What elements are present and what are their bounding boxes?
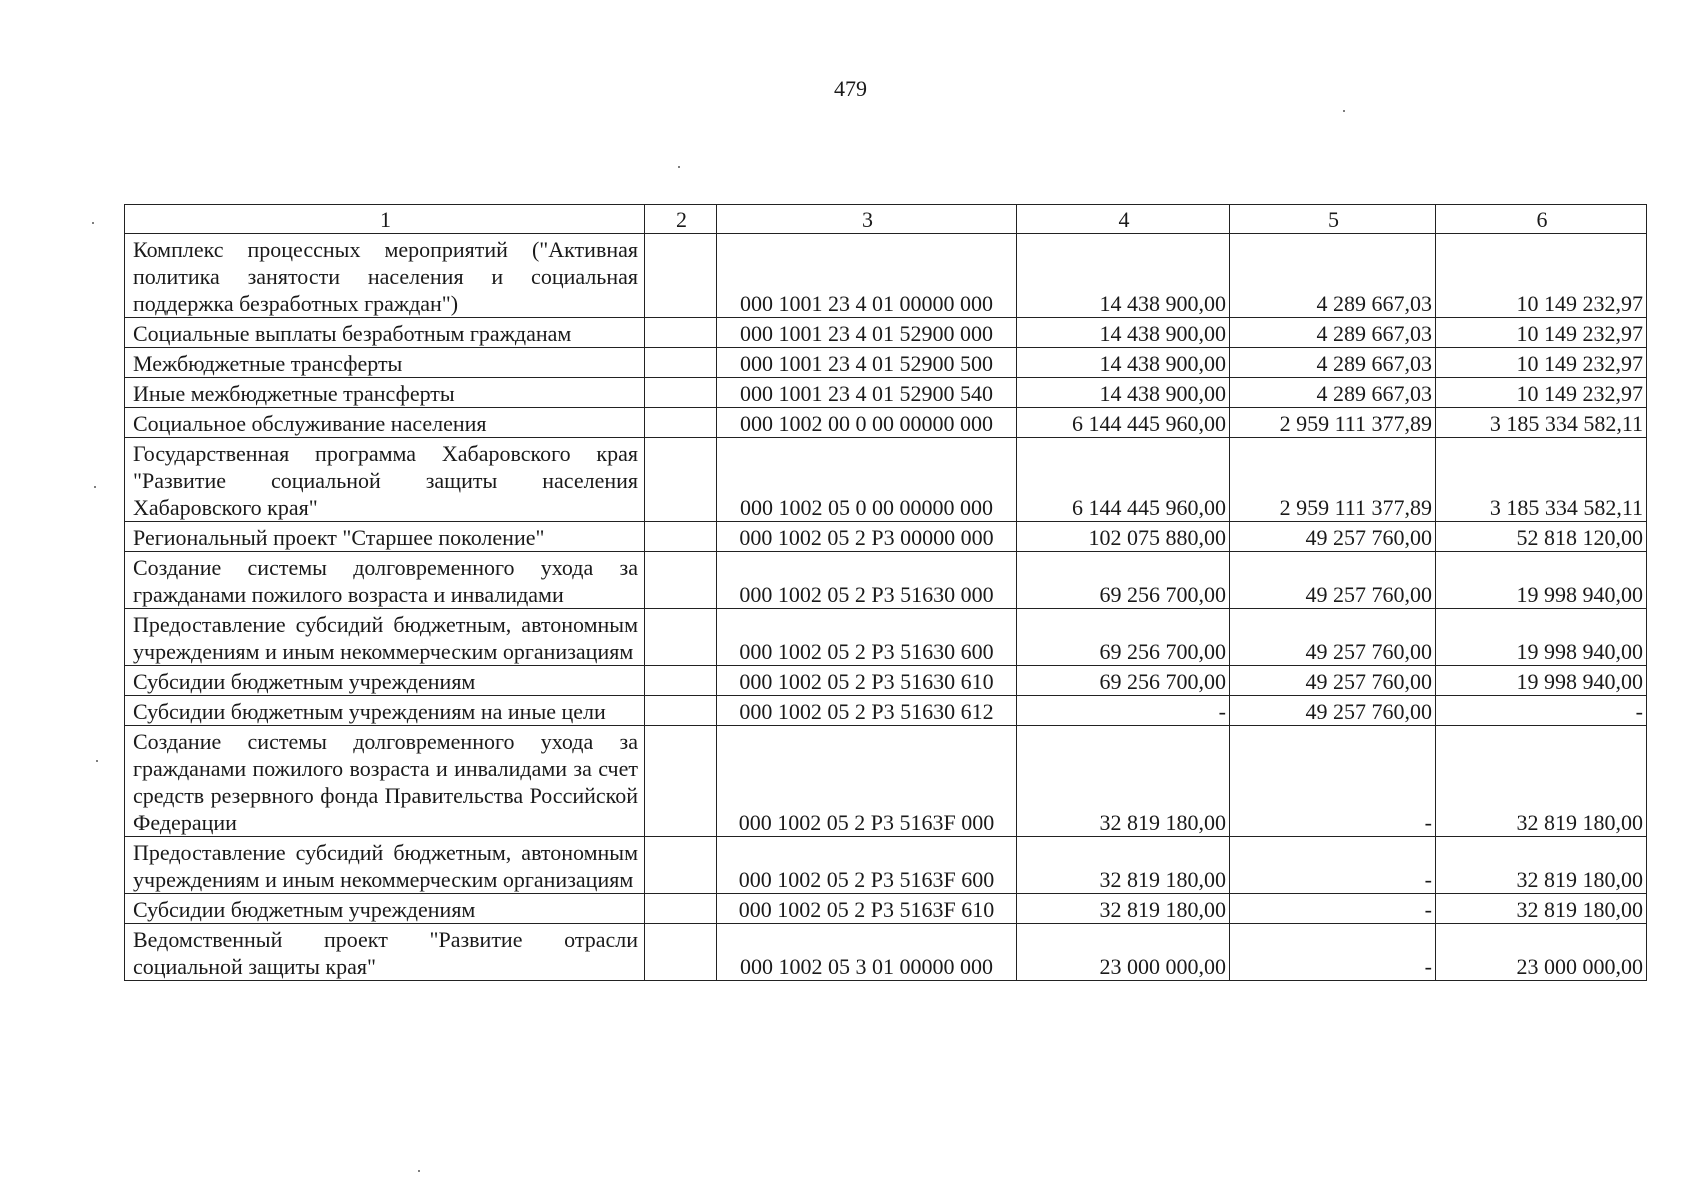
scan-speck	[94, 486, 96, 488]
row-value-6: 19 998 940,00	[1436, 666, 1647, 696]
budget-table	[124, 204, 1647, 981]
row-value-5: 4 289 667,03	[1230, 234, 1436, 318]
row-value-4: 6 144 445 960,00	[1017, 438, 1230, 522]
row-value-5: 4 289 667,03	[1230, 348, 1436, 378]
row-value-6: 52 818 120,00	[1436, 522, 1647, 552]
table-row	[125, 234, 1647, 318]
row-name: Субсидии бюджетным учреждениям на иные цели	[125, 696, 645, 726]
row-value-6: 19 998 940,00	[1436, 552, 1647, 609]
row-code: 000 1002 05 2 P3 5163F 610	[717, 894, 1017, 924]
table-row	[125, 837, 1647, 894]
row-value-6: 10 149 232,97	[1436, 318, 1647, 348]
row-col2	[645, 318, 717, 348]
row-value-5: 2 959 111 377,89	[1230, 408, 1436, 438]
scan-speck	[418, 1170, 420, 1172]
row-value-5: -	[1230, 837, 1436, 894]
column-header-1: 1	[125, 205, 645, 234]
row-value-5: 4 289 667,03	[1230, 378, 1436, 408]
column-header-5: 5	[1230, 205, 1436, 234]
row-code: 000 1002 05 0 00 00000 000	[717, 438, 1017, 522]
row-code: 000 1002 05 2 P3 5163F 600	[717, 837, 1017, 894]
row-name: Создание системы долговременного ухода за гражданами пожилого возраста и инвалидами	[125, 552, 645, 609]
row-col2	[645, 726, 717, 837]
row-code: 000 1001 23 4 01 00000 000	[717, 234, 1017, 318]
row-value-4: 69 256 700,00	[1017, 666, 1230, 696]
row-value-5: 49 257 760,00	[1230, 609, 1436, 666]
row-name: Предоставление субсидий бюджетным, автономным учреждениям и иным некоммерческим организациям	[125, 837, 645, 894]
row-value-5: -	[1230, 726, 1436, 837]
row-value-6: 10 149 232,97	[1436, 234, 1647, 318]
row-code: 000 1002 05 3 01 00000 000	[717, 924, 1017, 981]
scan-speck	[678, 166, 680, 168]
row-value-4: 32 819 180,00	[1017, 837, 1230, 894]
row-value-5: 2 959 111 377,89	[1230, 438, 1436, 522]
row-col2	[645, 408, 717, 438]
row-value-6: 19 998 940,00	[1436, 609, 1647, 666]
row-value-6: 23 000 000,00	[1436, 924, 1647, 981]
row-name: Субсидии бюджетным учреждениям	[125, 894, 645, 924]
row-code: 000 1002 05 2 P3 5163F 000	[717, 726, 1017, 837]
row-col2	[645, 837, 717, 894]
table-row	[125, 522, 1647, 552]
table-row	[125, 348, 1647, 378]
row-value-6: -	[1436, 696, 1647, 726]
row-name: Межбюджетные трансферты	[125, 348, 645, 378]
row-value-6: 3 185 334 582,11	[1436, 408, 1647, 438]
row-value-5: 49 257 760,00	[1230, 666, 1436, 696]
row-value-6: 32 819 180,00	[1436, 726, 1647, 837]
row-name: Государственная программа Хабаровского края "Развитие социальной защиты населения Хабаровского края"	[125, 438, 645, 522]
column-header-3: 3	[717, 205, 1017, 234]
row-value-4: 23 000 000,00	[1017, 924, 1230, 981]
row-value-6: 32 819 180,00	[1436, 837, 1647, 894]
row-name: Ведомственный проект "Развитие отрасли социальной защиты края"	[125, 924, 645, 981]
scan-speck	[92, 222, 94, 224]
row-col2	[645, 552, 717, 609]
row-value-5: -	[1230, 924, 1436, 981]
scan-speck	[1343, 110, 1345, 112]
row-code: 000 1001 23 4 01 52900 500	[717, 348, 1017, 378]
row-name: Социальное обслуживание населения	[125, 408, 645, 438]
row-code: 000 1002 05 2 P3 51630 000	[717, 552, 1017, 609]
row-value-6: 3 185 334 582,11	[1436, 438, 1647, 522]
table-row	[125, 552, 1647, 609]
table-row	[125, 894, 1647, 924]
table-body	[125, 234, 1647, 981]
column-header-4: 4	[1017, 205, 1230, 234]
row-value-4: 69 256 700,00	[1017, 552, 1230, 609]
row-value-4: 14 438 900,00	[1017, 234, 1230, 318]
row-code: 000 1002 05 2 P3 51630 600	[717, 609, 1017, 666]
page-number: 479	[834, 76, 867, 101]
row-name: Комплекс процессных мероприятий ("Активная политика занятости населения и социальная поддержка безработных граждан")	[125, 234, 645, 318]
row-col2	[645, 894, 717, 924]
row-name: Создание системы долговременного ухода за гражданами пожилого возраста и инвалидами за счет средств резервного фонда Правительства Российской Федерации	[125, 726, 645, 837]
row-col2	[645, 924, 717, 981]
row-value-4: 14 438 900,00	[1017, 348, 1230, 378]
row-col2	[645, 522, 717, 552]
row-value-4: 6 144 445 960,00	[1017, 408, 1230, 438]
row-value-4: 14 438 900,00	[1017, 378, 1230, 408]
row-name: Региональный проект "Старшее поколение"	[125, 522, 645, 552]
row-code: 000 1002 05 2 P3 51630 610	[717, 666, 1017, 696]
row-value-4: 102 075 880,00	[1017, 522, 1230, 552]
row-value-5: 49 257 760,00	[1230, 552, 1436, 609]
row-name: Социальные выплаты безработным гражданам	[125, 318, 645, 348]
row-name: Иные межбюджетные трансферты	[125, 378, 645, 408]
table-row	[125, 609, 1647, 666]
table-row	[125, 438, 1647, 522]
row-value-6: 10 149 232,97	[1436, 378, 1647, 408]
row-code: 000 1001 23 4 01 52900 540	[717, 378, 1017, 408]
row-value-4: 32 819 180,00	[1017, 894, 1230, 924]
row-name: Субсидии бюджетным учреждениям	[125, 666, 645, 696]
row-col2	[645, 696, 717, 726]
row-code: 000 1002 00 0 00 00000 000	[717, 408, 1017, 438]
table-row	[125, 378, 1647, 408]
row-value-4: 14 438 900,00	[1017, 318, 1230, 348]
table-row	[125, 666, 1647, 696]
row-name: Предоставление субсидий бюджетным, автономным учреждениям и иным некоммерческим организациям	[125, 609, 645, 666]
row-value-4: 69 256 700,00	[1017, 609, 1230, 666]
row-code: 000 1001 23 4 01 52900 000	[717, 318, 1017, 348]
row-value-5: 49 257 760,00	[1230, 696, 1436, 726]
row-col2	[645, 438, 717, 522]
table-row	[125, 696, 1647, 726]
row-code: 000 1002 05 2 P3 51630 612	[717, 696, 1017, 726]
row-col2	[645, 234, 717, 318]
table-row	[125, 318, 1647, 348]
column-header-6: 6	[1436, 205, 1647, 234]
row-value-4: 32 819 180,00	[1017, 726, 1230, 837]
table-row	[125, 924, 1647, 981]
row-value-4: -	[1017, 696, 1230, 726]
row-value-5: 4 289 667,03	[1230, 318, 1436, 348]
row-value-6: 10 149 232,97	[1436, 348, 1647, 378]
row-value-6: 32 819 180,00	[1436, 894, 1647, 924]
row-col2	[645, 609, 717, 666]
row-col2	[645, 348, 717, 378]
row-value-5: -	[1230, 894, 1436, 924]
column-header-2: 2	[645, 205, 717, 234]
row-col2	[645, 666, 717, 696]
row-col2	[645, 378, 717, 408]
row-code: 000 1002 05 2 P3 00000 000	[717, 522, 1017, 552]
scan-speck	[96, 760, 98, 762]
row-value-5: 49 257 760,00	[1230, 522, 1436, 552]
table-row	[125, 726, 1647, 837]
header-row	[125, 205, 1647, 234]
table-row	[125, 408, 1647, 438]
